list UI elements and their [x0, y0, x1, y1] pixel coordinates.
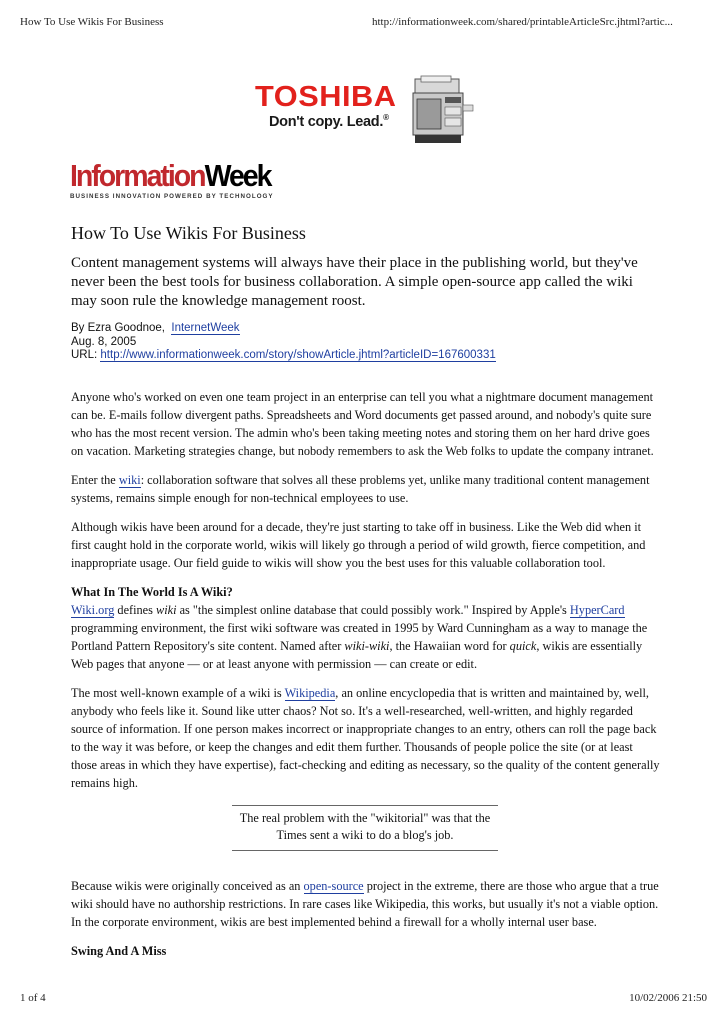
paragraph-3: Although wikis have been around for a decade, they're just starting to take off in business. Like the Web did when it first caught hold in the corporate world, wikis will likely go through a period of wild growth, fierce competition, and inappropriate usage. Our field guide to wikis will show you the best uses for this valuable collaboration tool.	[71, 520, 646, 570]
open-source-link[interactable]: open-source	[303, 879, 364, 893]
p4-em-quick: quick	[509, 639, 537, 653]
p5-text-b: , an online encyclopedia that is written and maintained by, well, anybody who feels like it. Sound like utter chaos? Not so. It's a well-researched, well-written, and highly regarded source of information. If one person makes incorrect or inappropriate changes to an entry, others can roll the page back to the way it was before, or keep the changes and edit them further. Thousands of people police the site (or at least those areas in which they have expertise), fact-checking and editing as necessary, so the quality of the content generally remains high.	[71, 686, 660, 790]
print-footer-page: 1 of 4	[20, 992, 46, 1004]
logo-subtitle: BUSINESS INNOVATION POWERED BY TECHNOLOGY	[70, 193, 274, 200]
paragraph-4	[71, 601, 661, 673]
wiki-org-link[interactable]: Wiki.org	[71, 603, 115, 617]
section-heading-what-is-wiki: What In The World Is A Wiki?	[71, 585, 233, 599]
article-url-link[interactable]: http://www.informationweek.com/story/showArticle.jhtml?articleID=167600331	[100, 349, 496, 361]
article-body	[71, 388, 661, 960]
p2-text-b: : collaboration software that solves all these problems yet, unlike many traditional content management systems, remains simple enough for non-technical employees to use.	[71, 473, 650, 505]
article-meta	[71, 322, 661, 363]
paragraph-6	[71, 877, 661, 931]
p4-em-wiki-wiki: wiki-wiki	[344, 639, 390, 653]
p4-text-a: defines	[114, 603, 157, 617]
wikipedia-link[interactable]: Wikipedia	[284, 686, 336, 700]
byline-source-link[interactable]: InternetWeek	[171, 322, 240, 334]
byline-author: By Ezra Goodnoe,	[71, 322, 165, 334]
logo-wordmark	[70, 158, 271, 193]
p4-text-c: programming environment, the first wiki software was created in 1995 by Ward Cunningham as a way to manage the Portland Pattern Repository's site content. Named after	[71, 621, 648, 653]
article-title: How To Use Wikis For Business	[71, 223, 306, 243]
ad-tagline	[269, 113, 389, 130]
logo-part-information: Information	[70, 158, 205, 193]
p4-text-d: , the Hawaiian word for	[389, 639, 510, 653]
copier-icon	[407, 75, 475, 145]
p2-text-a: Enter the	[71, 473, 119, 487]
logo-part-week: Week	[204, 158, 271, 193]
article-url-line	[71, 349, 661, 363]
article-date: Aug. 8, 2005	[71, 335, 137, 348]
toshiba-ad-banner[interactable]	[255, 75, 475, 145]
print-footer-datetime: 10/02/2006 21:50	[629, 992, 707, 1004]
informationweek-logo[interactable]	[70, 158, 274, 205]
p4-text-b: as "the simplest online database that could possibly work." Inspired by Apple's	[176, 603, 570, 617]
p4-em-wiki: wiki	[156, 603, 177, 617]
article-deck: Content management systems will always have their place in the publishing world, but they've never been the best tools for business collaboration. A simple open-source app called the wiki may soon rule the knowledge management roost.	[71, 255, 638, 309]
hypercard-link[interactable]: HyperCard	[569, 603, 625, 617]
pull-quote: The real problem with the "wikitorial" was that the Times sent a wiki to do a blog's job.	[232, 805, 498, 851]
p6-text-b: project in the extreme, there are those who argue that a true wiki should have no authorship restrictions. In rare cases like Wikipedia, this works, but usually it's not a viable option. In the corporate environment, wikis are best implemented behind a firewall for a wholly internal user base.	[71, 879, 659, 929]
p5-text-a: The most well-known example of a wiki is	[71, 686, 285, 700]
section-heading-swing-and-miss: Swing And A Miss	[71, 944, 167, 958]
p6-text-a: Because wikis were originally conceived as an	[71, 879, 304, 893]
print-header-title: How To Use Wikis For Business	[20, 16, 164, 28]
print-header-url: http://informationweek.com/shared/printableArticleSrc.jhtml?artic...	[372, 16, 673, 28]
wiki-link[interactable]: wiki	[118, 473, 141, 487]
url-label: URL:	[71, 349, 98, 361]
paragraph-5	[71, 684, 661, 792]
paragraph-2	[71, 471, 661, 507]
ad-brand: TOSHIBA	[255, 81, 397, 113]
byline	[71, 322, 661, 336]
ad-tagline-text: Don't copy. Lead.	[269, 113, 384, 130]
ad-registered-mark: ®	[383, 113, 389, 122]
p4-text-e: , wikis are essentially Web pages that anyone — or at least anyone with permission — can create or edit.	[71, 639, 643, 671]
paragraph-1: Anyone who's worked on even one team project in an enterprise can tell you what a nightmare document management can be. E-mails follow divergent paths. Spreadsheets and Word documents get passed around, and nobody's quite sure who has the most recent version. The admin who's been taking meeting notes and storing them on her hard drive goes on vacation. Marketing strategies change, but nobody remembers to ask the Web folks to update the company intranet.	[71, 390, 654, 458]
